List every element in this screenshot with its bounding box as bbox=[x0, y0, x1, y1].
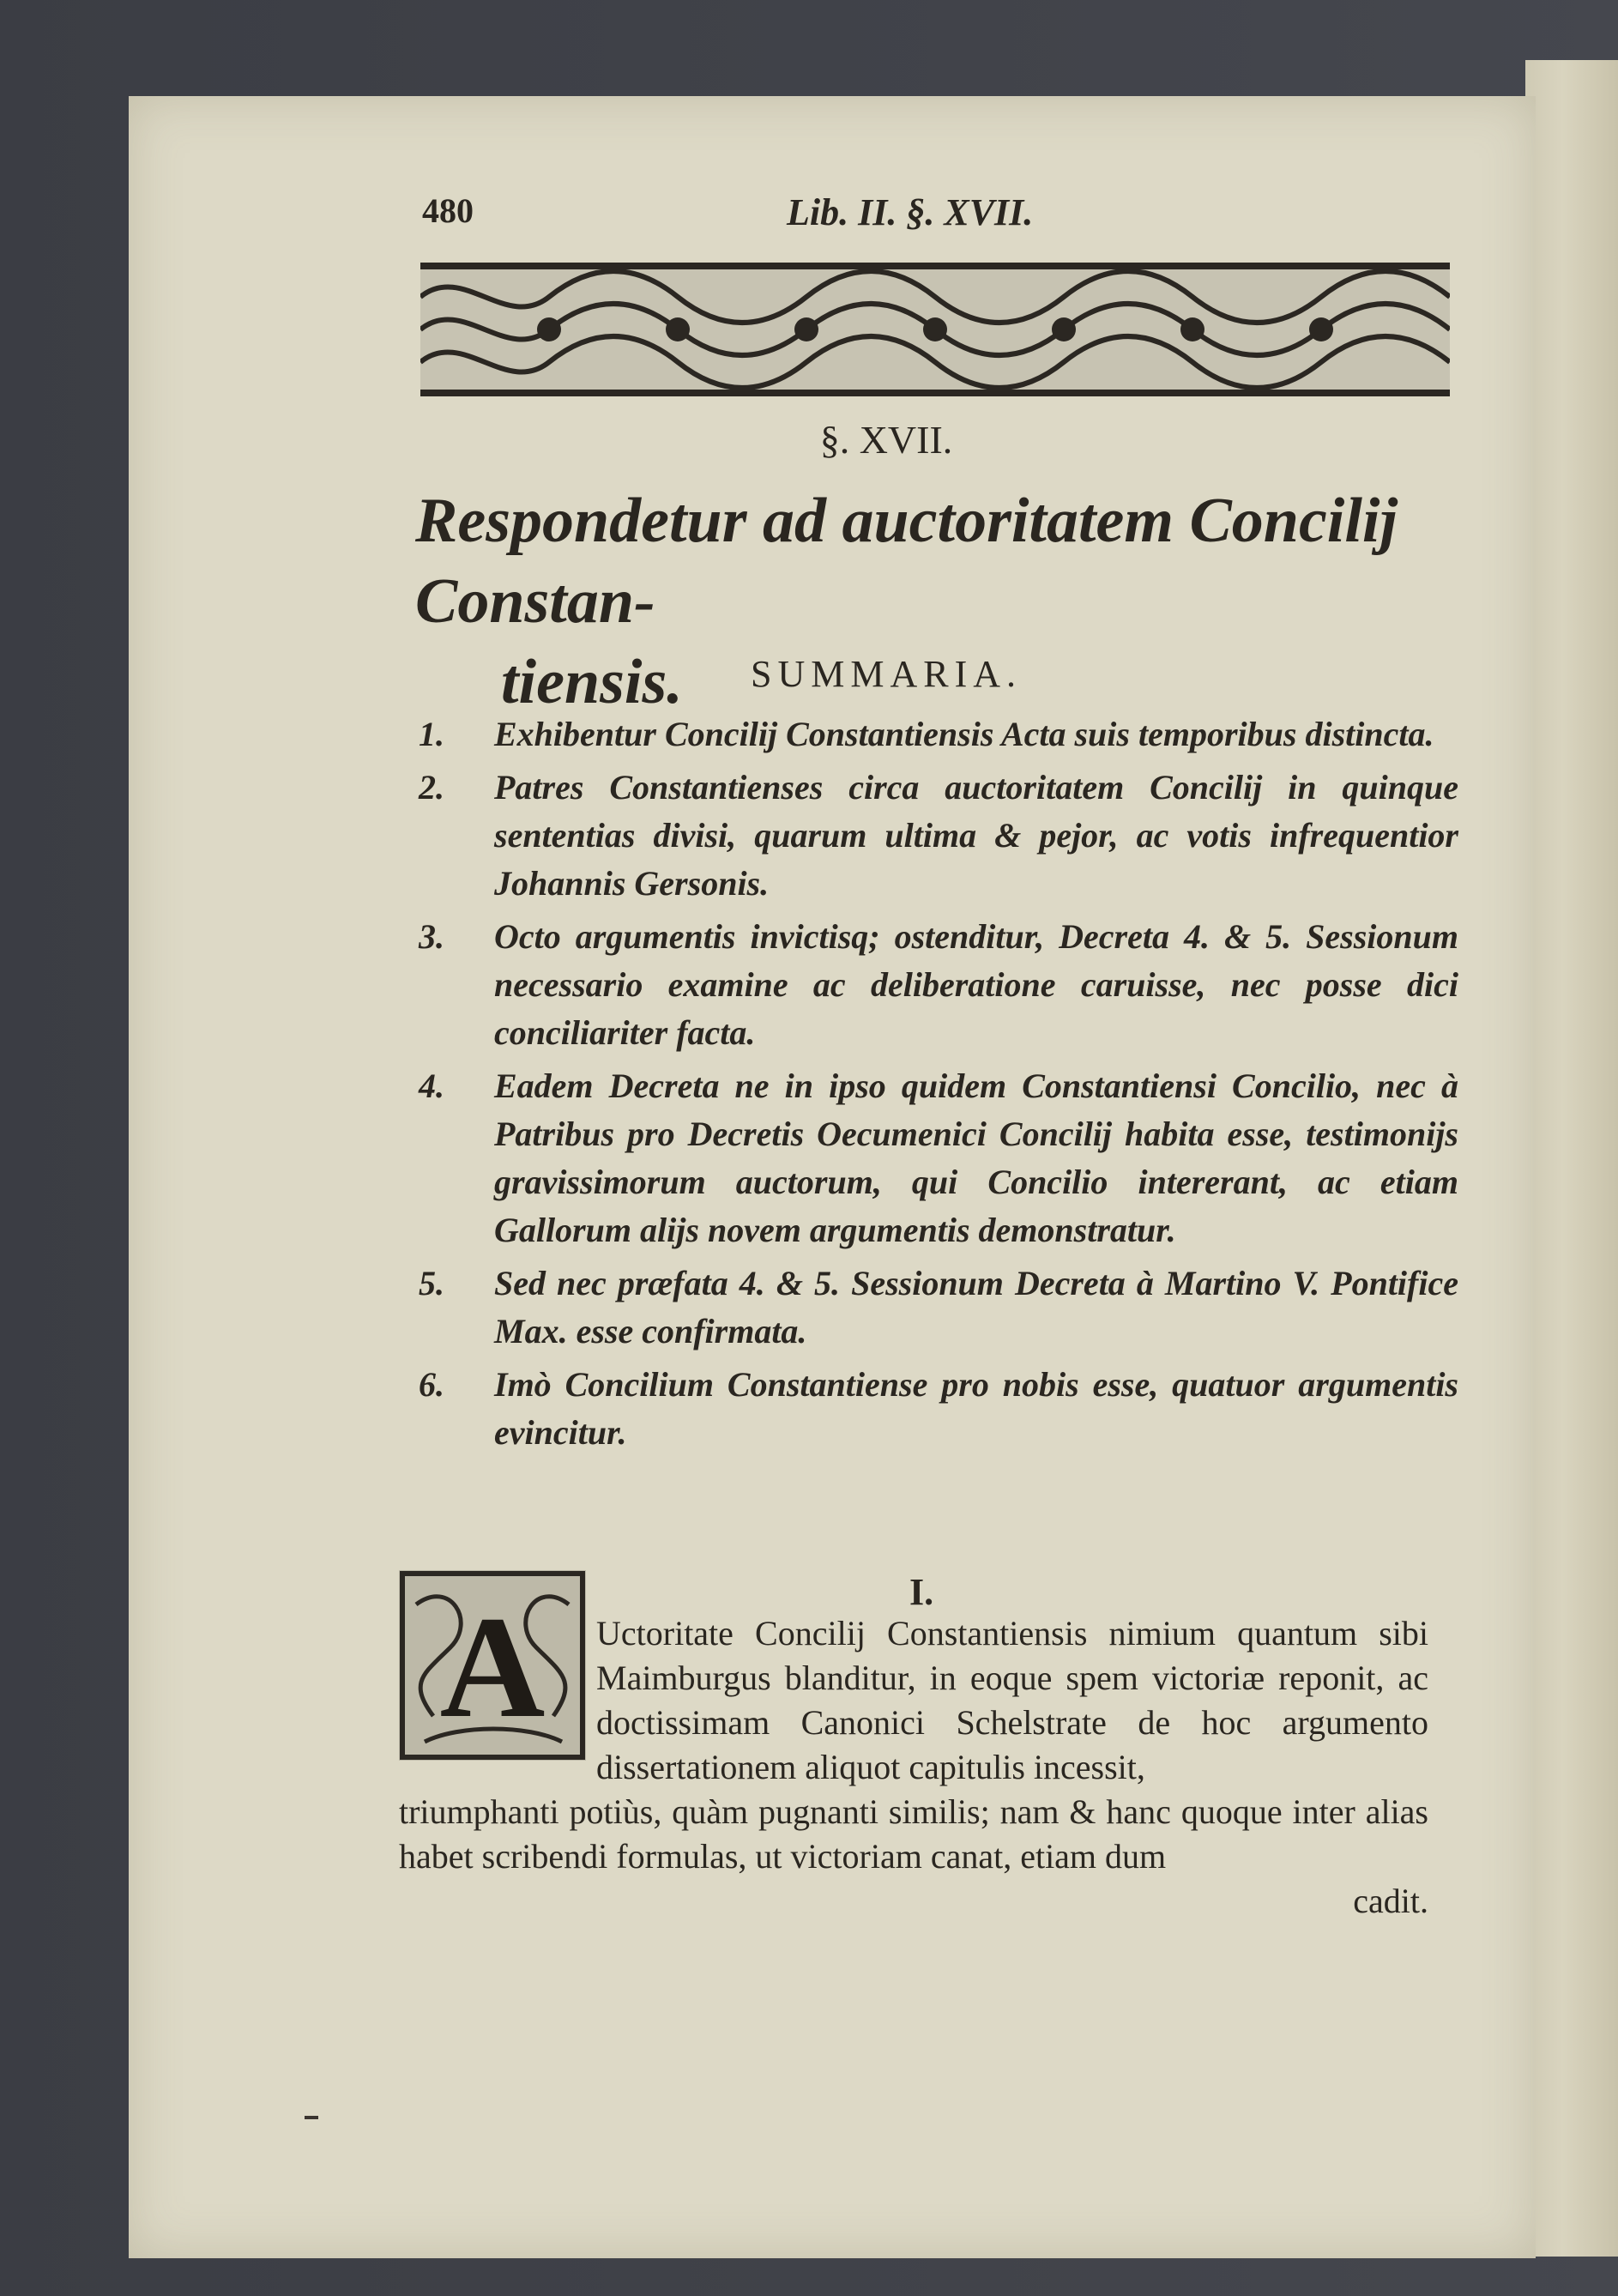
title-line-2: tiensis. bbox=[501, 647, 683, 717]
summary-item-number: 5. bbox=[419, 1264, 444, 1302]
summary-item-text: Exhibentur Concilij Constantiensis Acta suis temporibus distincta. bbox=[494, 715, 1434, 753]
page-number: 480 bbox=[422, 191, 474, 230]
text-lines-beside-initial: Uctoritate Concilij Constantiensis nimium quantum sibi Maimburgus blanditur, in eoque spem victoriæ reponit, ac doctissimam Canonici Schelstrate de hoc argumento dissertationem aliquot capitulis incessit, bbox=[596, 1614, 1428, 1786]
summary-item-text: Patres Constantienses circa auctoritatem Concilij in quinque sententias divisi, quarum ultima & pejor, ac votis infrequentior Johannis Gersonis. bbox=[494, 768, 1458, 903]
summary-item-text: Eadem Decreta ne in ipso quidem Constantiensi Concilio, nec à Patribus pro Decretis Oecumenici Concilij habita esse, testimonijs gravissimorum auctorum, qui Concilio intererant, ac etiam Gallorum alijs novem argumentis demonstratur. bbox=[494, 1066, 1458, 1249]
text-lines-full: triumphanti potiùs, quàm pugnanti similis; nam & hanc quoque inter alias habet scribendi formulas, ut victoriam canat, etiam dum bbox=[399, 1792, 1428, 1876]
paragraph-number: I. bbox=[909, 1571, 934, 1613]
summary-item bbox=[410, 1062, 1458, 1254]
summary-item-number: 3. bbox=[419, 917, 444, 956]
title-line-1: Respondetur ad auctoritatem Concilij Constan- bbox=[415, 486, 1398, 637]
summary-item-text: Imò Concilium Constantiense pro nobis esse, quatuor argumentis evincitur. bbox=[494, 1365, 1458, 1452]
summary-item bbox=[410, 1260, 1458, 1356]
facing-page-edge bbox=[1525, 60, 1618, 2257]
text-line-catchword: cadit. bbox=[1353, 1882, 1428, 1920]
running-head bbox=[422, 190, 1452, 242]
summary-item-number: 4. bbox=[419, 1066, 444, 1105]
summaria-heading: SUMMARIA. bbox=[750, 653, 1023, 695]
section-number: §. XVII. bbox=[819, 418, 953, 462]
summary-item bbox=[410, 710, 1458, 758]
summary-item-number: 1. bbox=[419, 715, 444, 753]
decorative-headpiece-icon bbox=[420, 263, 1450, 396]
initial-letter: A bbox=[439, 1586, 546, 1748]
summary-item bbox=[410, 764, 1458, 908]
running-title: Lib. II. §. XVII. bbox=[787, 191, 1034, 233]
margin-mark bbox=[305, 2116, 318, 2119]
summary-item bbox=[410, 1361, 1458, 1457]
decorated-initial-icon bbox=[399, 1570, 586, 1761]
summary-item-number: 6. bbox=[419, 1365, 444, 1404]
summaria-list bbox=[410, 710, 1458, 1462]
body-text-block bbox=[399, 1570, 1428, 1924]
summary-item-text: Octo argumentis invictisq; ostenditur, Decreta 4. & 5. Sessionum necessario examine ac deliberatione caruisse, nec posse dici conciliariter facta. bbox=[494, 917, 1458, 1052]
summary-item bbox=[410, 913, 1458, 1057]
summary-item-text: Sed nec præfata 4. & 5. Sessionum Decreta à Martino V. Pontifice Max. esse confirmata. bbox=[494, 1264, 1458, 1350]
summary-item-number: 2. bbox=[419, 768, 444, 807]
